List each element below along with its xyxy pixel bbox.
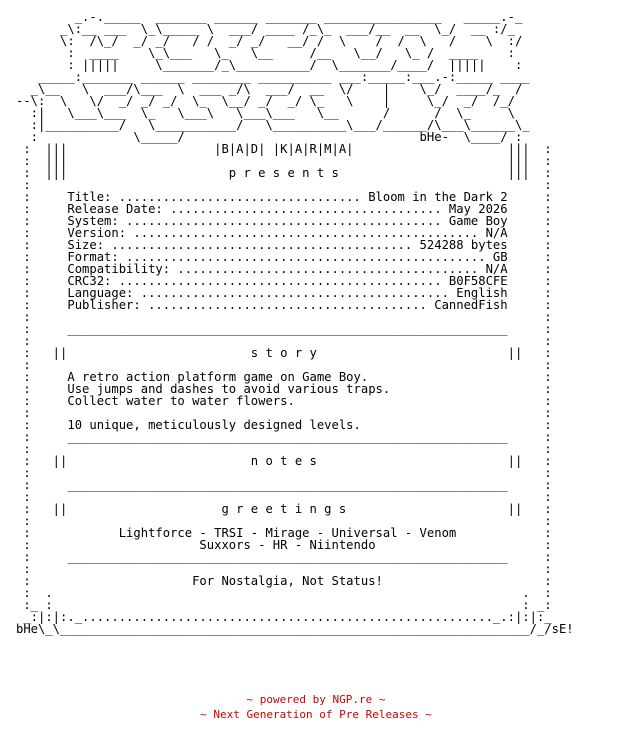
footer [0,692,632,722]
footer-tagline: ~ Next Generation of Pre Releases ~ [200,708,432,721]
footer-powered-by: ~ powered by NGP.re ~ [246,693,386,706]
nfo-art-text: _.-._____ _______ ______ _______ ________________ _____.-_ _\:__ ___ \_\_____ \ ___/ ____ /_\_ ___/__ __ \_/ __ :/_ \: /\_/ _/ _/ / / _/ _/ __/ / \ / / \ / \ :/ : ____ \_\___ \_ \__ /__ \__/ \_ / ____ : : ||||| \_______/_\__________/ \_______/____/ ||||| : _____:_______ ______ ________ __________ ___:_____:___.-:_____ ____ _\__ \ ___/\___ \ ___ _/\ ___/ __ \/ | \_/ ____/_ / --\: \ \/ _/ _/ _/ \_ \__/ _/ _/ \_ \ | \_/ _/ /_/ :| \___\___ \_ \___\ \___\___ \__ / / \_ \ :|__________/ \___________/ \__________\___/______/\___\______\_ : \_____/ bHe- \____/ : : ||| |B|A|D| |K|A|R|M|A| ||| : : ||| ||| : : ||| p r e s e n t s ||| : : : : Title: ................................. Bloom in the Dark 2 : : Release Date: ..................................... May 2026 : : System: ........................................... Game Boy : : Version: ............................................... N/A : : Size: ......................................... 524288 bytes : : Format: ................................................. GB : : Compatibility: ......................................... N/A : : CRC32: ............................................ B0F58CFE : : Language: .......................................... English : : Publisher: ...................................... CannedFish : : : : ____________________________________________________________ : : : : || s t o r y || : : : : A retro action platform game on Game Boy. : : Use jumps and dashes to avoid various traps. : : Collect water to water flowers. : : : : 10 unique, meticulously designed levels. : : ____________________________________________________________ : : : : || n o t e s || : : : : ____________________________________________________________ : : : : || g r e e t i n g s || : : : : Lightforce - TRSI - Mirage - Universal - Venom : : Suxxors - HR - Niintendo : : ____________________________________________________________ : : : : For Nostalgia, Not Status! : : . . : :_ : : _: _:|:|:._........................................................_.:|:|:_ bHe\_\________________________________________________________________/_/sE! [16,10,574,636]
